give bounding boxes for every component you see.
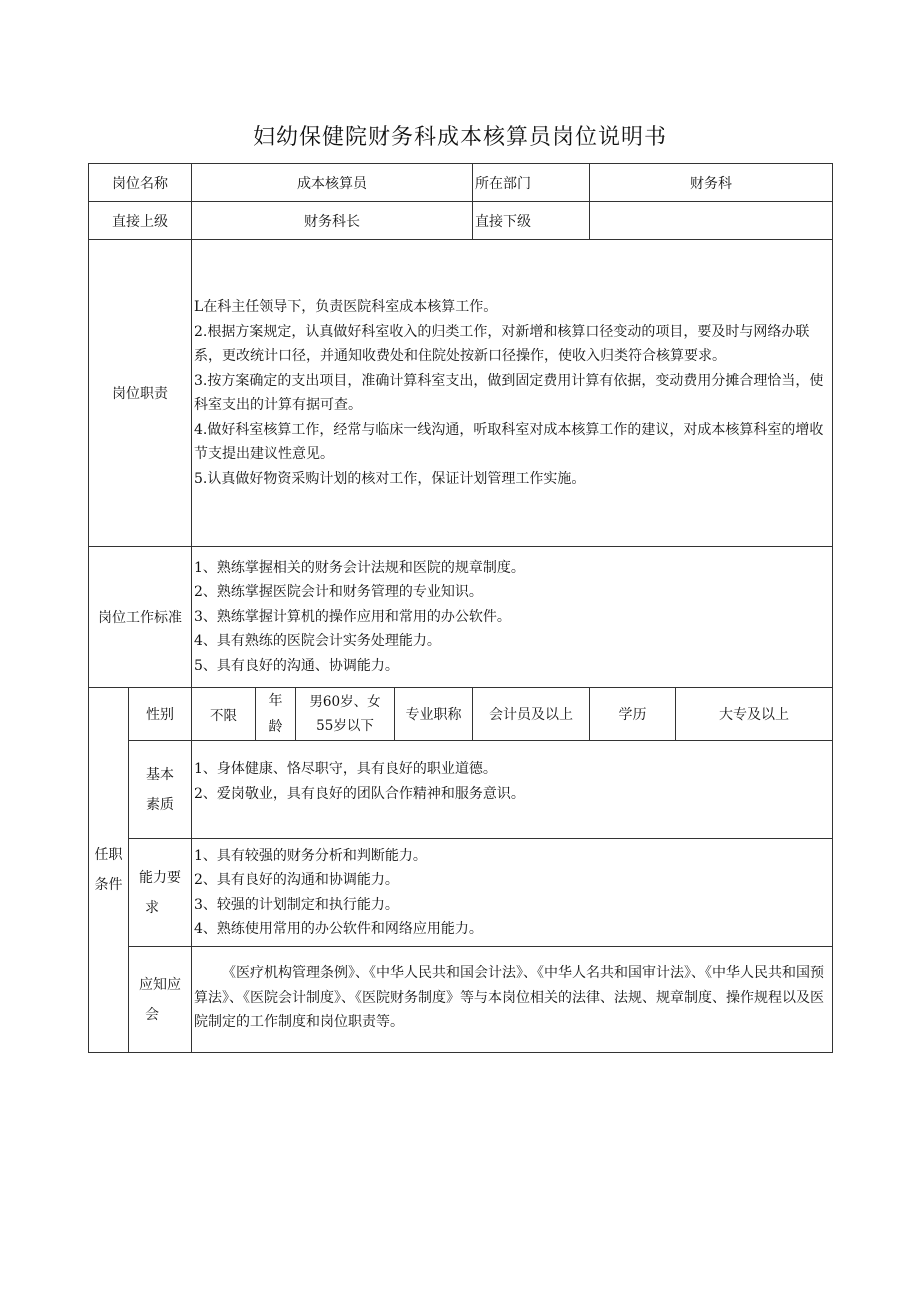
row-direct-superior (89, 202, 833, 240)
ability-content (192, 839, 833, 947)
row-knowledge (89, 947, 833, 1053)
duties-label: 岗位职责 (89, 240, 192, 547)
duties-content (192, 240, 833, 547)
department-value: 财务科 (590, 164, 833, 202)
ability-label (129, 839, 192, 947)
qualifications-label-line1: 任职 (94, 847, 123, 863)
row-basic-quality (89, 741, 833, 839)
knowledge-label-line2: 会 (145, 1006, 159, 1023)
direct-subordinate-label: 直接下级 (473, 202, 590, 240)
gender-label: 性别 (129, 688, 192, 741)
basic-quality-item: 2、爱岗敬业，具有良好的团队合作精神和服务意识。 (194, 785, 525, 802)
age-value-line1: 男60岁、女 (309, 694, 381, 710)
knowledge-content: 《医疗机构管理条例》、《中华人民共和国会计法》、《中华人名共和国审计法》、《中华人民共和国预算法》、《医院会计制度》、《医院财务制度》等与本岗位相关的法律、法规、规章制度、操作规程以及医院制定的工作制度和岗位职责等。 (192, 947, 833, 1053)
document-title: 妇幼保健院财务科成本核算员岗位说明书 (252, 125, 667, 150)
basic-quality-label-line2: 素质 (146, 796, 174, 813)
duty-item: 5.认真做好物资采购计划的核对工作，保证计划管理工作实施。 (194, 470, 586, 487)
ability-item: 1、具有较强的财务分析和判断能力。 (194, 847, 427, 864)
standard-item: 3、熟练掌握计算机的操作应用和常用的办公软件。 (194, 608, 511, 625)
job-description-table (88, 163, 833, 1053)
duty-item: L在科主任领导下，负责医院科室成本核算工作。 (194, 299, 498, 315)
direct-subordinate-value (590, 202, 833, 240)
duty-item: 3.按方案确定的支出项目，准确计算科室支出，做到固定费用计算有依据，变动费用分摊合理恰当，使科室支出的计算有据可查。 (194, 372, 824, 413)
age-label-line1: 年 (268, 693, 283, 709)
position-name-value: 成本核算员 (192, 164, 473, 202)
direct-superior-value: 财务科长 (192, 202, 473, 240)
duty-item: 2.根据方案规定，认真做好科室收入的归类工作，对新增和核算口径变动的项目，要及时与网络办联系，更改统计口径，并通知收费处和住院处按新口径操作，使收入归类符合核算要求。 (194, 323, 810, 364)
ability-item: 3、较强的计划制定和执行能力。 (194, 896, 399, 913)
row-basic-requirements (89, 688, 833, 741)
standard-item: 1、熟练掌握相关的财务会计法规和医院的规章制度。 (194, 559, 525, 576)
department-label: 所在部门 (473, 164, 590, 202)
direct-superior-label: 直接上级 (89, 202, 192, 240)
row-standards (89, 547, 833, 688)
row-duties (89, 240, 833, 547)
professional-title-value: 会计员及以上 (473, 688, 590, 741)
age-value (296, 688, 395, 741)
basic-quality-label-line1: 基本 (146, 766, 174, 783)
basic-quality-item: 1、身体健康、恪尽职守，具有良好的职业道德。 (194, 761, 497, 777)
gender-value: 不限 (192, 688, 256, 741)
duty-item: 4.做好科室核算工作，经常与临床一线沟通，听取科室对成本核算工作的建议，对成本核算科室的增收节支提出建议性意见。 (194, 421, 824, 462)
standards-content (192, 547, 833, 688)
position-name-label: 岗位名称 (89, 164, 192, 202)
age-label (256, 688, 296, 741)
education-label: 学历 (590, 688, 676, 741)
row-ability (89, 839, 833, 947)
knowledge-label (129, 947, 192, 1053)
education-value: 大专及以上 (676, 688, 833, 741)
basic-quality-label (129, 741, 192, 839)
ability-item: 4、熟练使用常用的办公软件和网络应用能力。 (194, 921, 483, 937)
age-label-line2: 龄 (268, 719, 283, 735)
standard-item: 4、具有熟练的医院会计实务处理能力。 (194, 633, 441, 650)
basic-quality-content (192, 741, 833, 839)
row-position-name (89, 164, 833, 202)
qualifications-label-line2: 条件 (94, 877, 123, 893)
qualifications-label (89, 688, 129, 1053)
knowledge-label-line1: 应知应 (139, 976, 181, 993)
standard-item: 2、熟练掌握医院会计和财务管理的专业知识。 (194, 584, 483, 601)
standards-label: 岗位工作标准 (89, 547, 192, 688)
standard-item: 5、具有良好的沟通、协调能力。 (194, 657, 399, 674)
ability-item: 2、具有良好的沟通和协调能力。 (194, 872, 399, 888)
age-value-line2: 55岁以下 (316, 718, 374, 734)
professional-title-label: 专业职称 (395, 688, 473, 741)
ability-label-line2: 求 (145, 899, 159, 916)
ability-label-line1: 能力要 (139, 869, 181, 886)
